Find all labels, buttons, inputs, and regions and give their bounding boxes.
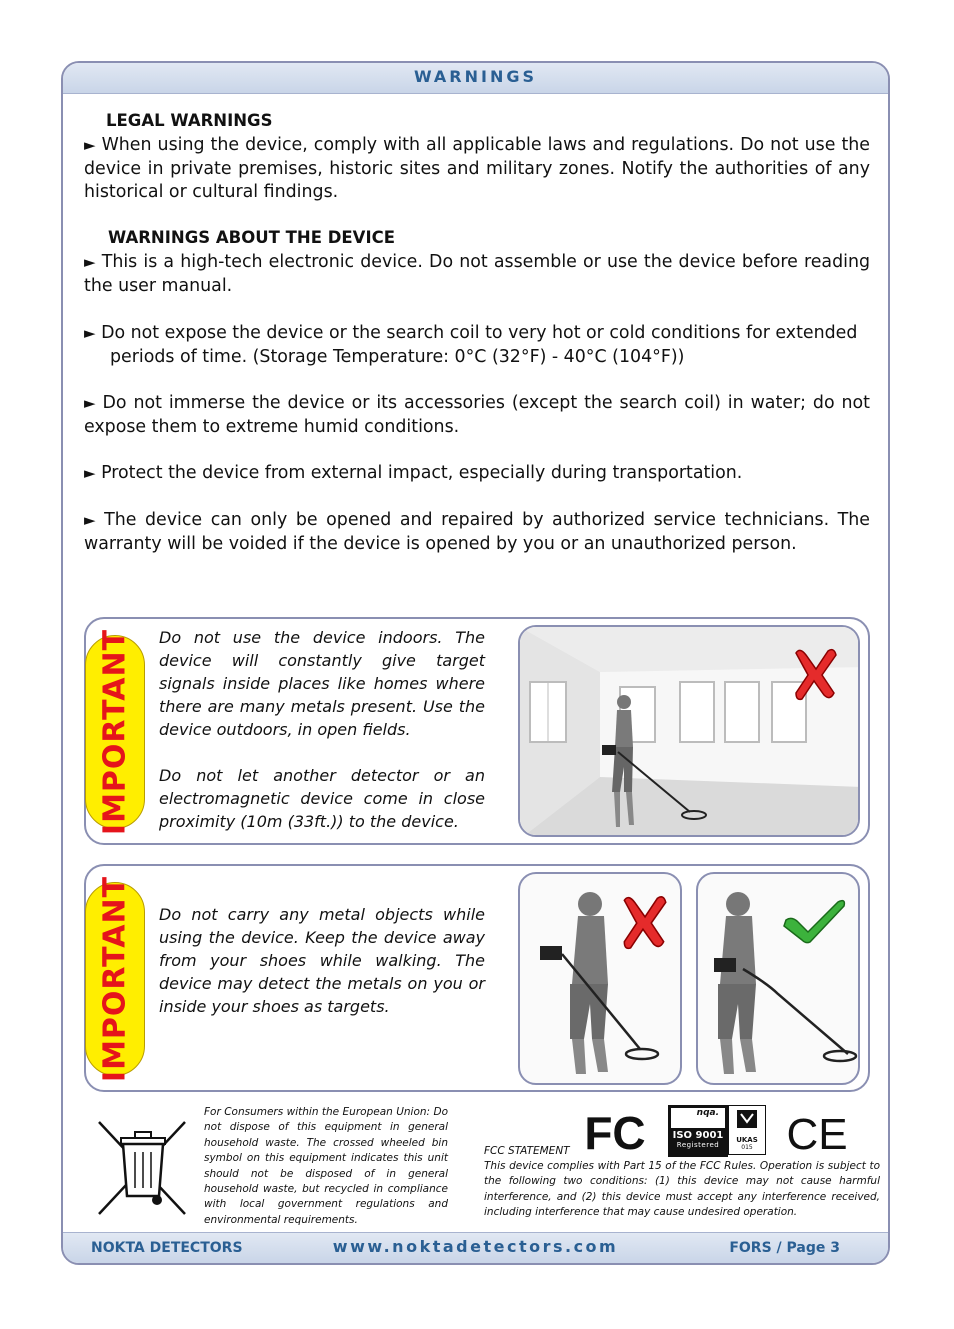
- page-title: WARNINGS: [413, 67, 538, 86]
- important-text-indoor: [159, 626, 485, 833]
- important-paragraph: Do not let another detector or an electromagnetic device come in close proximity (10m (33ft.)) to the device.: [159, 766, 485, 831]
- red-x-icon: [790, 645, 840, 701]
- green-check-icon: [782, 896, 848, 944]
- device-warning-text: This is a high-tech electronic device. Do not assemble or use the device before reading the user manual.: [84, 252, 871, 296]
- fcc-statement-title: FCC STATEMENT: [484, 1145, 570, 1157]
- wrong-usage-image: [518, 872, 682, 1085]
- crown-icon: [729, 1106, 765, 1132]
- important-label: IMPORTANT: [97, 628, 133, 836]
- iso-9001-badge: [668, 1105, 728, 1157]
- ukas-badge: [728, 1105, 766, 1155]
- fcc-logo: [582, 1105, 648, 1157]
- nqa-label: nqa.: [671, 1108, 725, 1128]
- device-warning-item: [84, 392, 870, 439]
- legal-warnings-body: When using the device, comply with all applicable laws and regulations. Do not use the device in private premises, historic sites and military zones. Notify the authorities of any historical or cultural findings.: [84, 135, 870, 202]
- important-label: IMPORTANT: [97, 875, 133, 1083]
- important-text-metal: Do not carry any metal objects while using the device. Keep the device away from your shoes while walking. The device may detect the metals on you or inside your shoes as targets.: [159, 905, 485, 1016]
- indoor-room-image: [518, 625, 860, 837]
- legal-warnings-heading: LEGAL WARNINGS: [106, 111, 273, 130]
- svg-text:CE: CE: [786, 1110, 848, 1155]
- important-tab: [85, 628, 145, 836]
- ukas-label: UKAS: [736, 1136, 758, 1144]
- bullet-arrow-icon: ►: [84, 511, 96, 529]
- device-warning-item: [84, 322, 870, 369]
- bullet-arrow-icon: ►: [84, 253, 96, 271]
- device-warning-item: [84, 509, 870, 556]
- header-band: [63, 63, 888, 94]
- weee-text: For Consumers within the European Union: Do not dispose of this equipment in general household waste. The crossed wheeled bin symbol on this equipment indicates this unit should not be disposed of in general household waste, but recycled in compliance with local government regulations and environmental requirements.: [204, 1106, 448, 1226]
- iso-registered-label: Registered: [676, 1141, 720, 1149]
- bullet-arrow-icon: ►: [84, 394, 96, 412]
- legal-warnings-text: [84, 134, 870, 205]
- ce-logo: [781, 1107, 853, 1155]
- device-warning-text: Do not expose the device or the search coil to very hot or cold conditions for extended periods of time. (Storage Temperature: 0°C (32°F) - 40°C (104°F)): [101, 323, 858, 367]
- bullet-arrow-icon: ►: [84, 136, 96, 154]
- ukas-number: 015: [741, 1144, 753, 1151]
- device-warning-text: Protect the device from external impact, especially during transportation.: [101, 463, 743, 483]
- bullet-arrow-icon: ►: [84, 464, 96, 482]
- footer-page-number: FORS / Page 3: [729, 1240, 840, 1256]
- red-x-icon: [618, 892, 670, 950]
- svg-text:FC: FC: [584, 1107, 646, 1157]
- important-tab: [85, 875, 145, 1083]
- device-warning-text: The device can only be opened and repaired by authorized service technicians. The warranty will be voided if the device is opened by you or an unauthorized person.: [84, 510, 870, 554]
- crossed-bin-icon: [95, 1118, 189, 1218]
- important-paragraph: Do not use the device indoors. The device will constantly give target signals inside places like homes where there are many metals present. Use the device outdoors, in open fields.: [159, 628, 485, 739]
- footer-band: [63, 1232, 888, 1263]
- iso-label: ISO 9001: [672, 1130, 724, 1141]
- device-warning-text: Do not immerse the device or its accessories (except the search coil) in water; do not expose them to extreme humid conditions.: [84, 393, 871, 437]
- device-warning-item: [84, 251, 870, 298]
- fcc-statement-text: This device complies with Part 15 of the FCC Rules. Operation is subject to the following two conditions: (1) this device may not cause harmful interference, and (2) this device must accept any interference received, including interference that may cause undesired operation.: [484, 1160, 880, 1219]
- correct-usage-image: [696, 872, 860, 1085]
- device-warnings-heading: WARNINGS ABOUT THE DEVICE: [108, 228, 395, 247]
- footer-website[interactable]: www.noktadetectors.com: [332, 1237, 619, 1256]
- footer-brand: NOKTA DETECTORS: [91, 1240, 243, 1256]
- bullet-arrow-icon: ►: [84, 324, 96, 342]
- device-warning-item: [84, 462, 870, 486]
